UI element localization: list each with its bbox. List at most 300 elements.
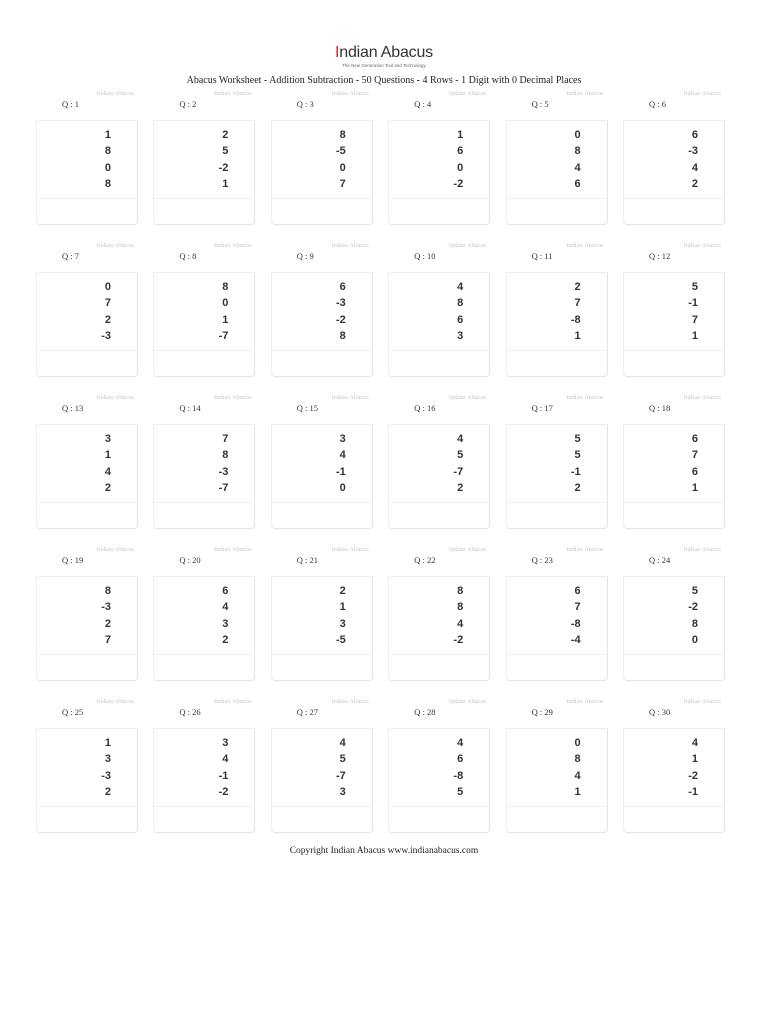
- logo-initial: I: [335, 44, 340, 61]
- header-divider: [506, 576, 606, 577]
- header-divider: [36, 424, 136, 425]
- operand: -3: [688, 145, 698, 158]
- watermark: Indian Abacus: [331, 394, 369, 401]
- operand: 4: [574, 161, 581, 174]
- operand: -2: [688, 769, 698, 782]
- operand: 8: [222, 281, 229, 293]
- operand: 4: [222, 753, 229, 766]
- operand: 8: [457, 297, 464, 310]
- question-card: [506, 544, 608, 682]
- operand: -3: [101, 769, 111, 782]
- operand: 7: [691, 449, 698, 462]
- operand: 0: [104, 161, 111, 174]
- question-box: [506, 576, 608, 681]
- operand: -7: [336, 769, 346, 782]
- operand: 6: [691, 129, 698, 141]
- operand: 6: [691, 433, 698, 445]
- operand: 4: [574, 769, 581, 782]
- question-row: [36, 88, 724, 240]
- operand: 7: [104, 633, 111, 646]
- answer-divider: [623, 654, 723, 655]
- operand: 2: [104, 785, 111, 798]
- number-column: [101, 583, 111, 648]
- footer-copyright: Copyright Indian Abacus www.indianabacus.com: [289, 846, 479, 856]
- operand: 1: [104, 449, 111, 462]
- operand: 4: [457, 281, 464, 293]
- question-box: [388, 424, 490, 529]
- question-box: [271, 424, 373, 529]
- header-divider: [623, 272, 723, 273]
- operand: 3: [339, 433, 346, 445]
- number-column: [688, 735, 698, 800]
- question-row: [36, 240, 724, 392]
- question-label: Q : 6: [649, 99, 666, 109]
- header-divider: [271, 728, 371, 729]
- operand: 8: [339, 329, 346, 342]
- operand: 4: [691, 161, 698, 174]
- question-box: [271, 120, 373, 225]
- question-card: [623, 696, 725, 834]
- watermark: Indian Abacus: [96, 90, 134, 97]
- question-box: [153, 272, 255, 377]
- question-label: Q : 16: [414, 403, 436, 413]
- operand: 7: [104, 297, 111, 310]
- operand: -8: [453, 769, 464, 782]
- question-box: [388, 728, 490, 833]
- watermark: Indian Abacus: [214, 90, 252, 97]
- question-box: [623, 576, 725, 681]
- operand: 5: [457, 449, 464, 462]
- operand: 5: [691, 585, 698, 597]
- watermark: Indian Abacus: [214, 242, 252, 249]
- question-box: [153, 728, 255, 833]
- question-label: Q : 18: [649, 403, 671, 413]
- question-card: [388, 544, 490, 682]
- operand: 1: [339, 601, 346, 614]
- question-card: [153, 392, 255, 530]
- answer-divider: [153, 350, 253, 351]
- question-label: Q : 8: [179, 251, 197, 261]
- question-box: [153, 576, 255, 681]
- watermark: Indian Abacus: [683, 698, 721, 705]
- number-column: [336, 583, 346, 648]
- answer-divider: [506, 654, 606, 655]
- answer-divider: [506, 350, 606, 351]
- operand: -1: [336, 465, 346, 478]
- answer-divider: [623, 198, 723, 199]
- operand: 6: [339, 281, 346, 293]
- operand: -3: [101, 601, 111, 614]
- operand: 5: [222, 145, 229, 158]
- question-label: Q : 7: [62, 251, 79, 261]
- answer-divider: [36, 502, 136, 503]
- watermark: Indian Abacus: [683, 394, 721, 401]
- watermark: Indian Abacus: [331, 698, 369, 705]
- operand: 0: [457, 161, 464, 174]
- question-card: [623, 88, 725, 226]
- answer-divider: [506, 806, 606, 807]
- operand: 0: [339, 481, 346, 494]
- operand: -2: [218, 785, 229, 798]
- watermark: Indian Abacus: [96, 698, 134, 705]
- question-label: Q : 12: [649, 251, 671, 261]
- question-card: [271, 696, 373, 834]
- question-label: Q : 20: [179, 555, 201, 565]
- operand: 7: [574, 297, 581, 310]
- header-divider: [271, 272, 371, 273]
- operand: 3: [104, 753, 111, 766]
- operand: 5: [574, 433, 581, 445]
- operand: 2: [457, 481, 464, 494]
- header-divider: [388, 576, 488, 577]
- operand: 4: [222, 601, 229, 614]
- operand: 0: [574, 129, 581, 141]
- question-card: [271, 544, 373, 682]
- operand: 5: [339, 753, 346, 766]
- answer-divider: [153, 198, 253, 199]
- header-divider: [506, 424, 606, 425]
- operand: 1: [691, 753, 698, 766]
- question-card: [388, 696, 490, 834]
- answer-divider: [153, 502, 253, 503]
- answer-divider: [623, 350, 723, 351]
- question-box: [623, 272, 725, 377]
- operand: 4: [457, 433, 464, 445]
- watermark: Indian Abacus: [448, 698, 487, 705]
- operand: 1: [104, 737, 111, 749]
- operand: -2: [218, 161, 229, 174]
- header-divider: [388, 424, 488, 425]
- header-divider: [271, 424, 371, 425]
- header-divider: [36, 576, 136, 577]
- answer-divider: [36, 654, 136, 655]
- operand: 8: [691, 617, 698, 630]
- question-card: [153, 696, 255, 834]
- watermark: Indian Abacus: [566, 698, 604, 705]
- operand: 4: [691, 737, 698, 749]
- operand: -7: [453, 465, 464, 478]
- operand: 5: [574, 449, 581, 462]
- question-box: [36, 424, 138, 529]
- logo-name-rest: ndian Abacus: [339, 44, 433, 61]
- operand: 1: [574, 329, 581, 342]
- operand: -2: [688, 601, 698, 614]
- answer-divider: [36, 350, 136, 351]
- watermark: Indian Abacus: [683, 90, 721, 97]
- question-box: [271, 728, 373, 833]
- header-divider: [36, 728, 136, 729]
- operand: 5: [691, 281, 698, 293]
- answer-divider: [271, 350, 371, 351]
- operand: 0: [574, 737, 581, 749]
- question-box: [506, 728, 608, 833]
- answer-divider: [271, 198, 371, 199]
- operand: -3: [218, 465, 229, 478]
- operand: 3: [339, 617, 346, 630]
- answer-divider: [36, 806, 136, 807]
- operand: 4: [339, 449, 346, 462]
- question-label: Q : 29: [531, 707, 553, 717]
- watermark: Indian Abacus: [448, 90, 487, 97]
- operand: 6: [457, 145, 464, 158]
- header-divider: [388, 728, 488, 729]
- question-card: [36, 544, 138, 682]
- operand: 3: [104, 433, 111, 445]
- operand: 5: [457, 785, 464, 798]
- operand: 3: [457, 329, 464, 342]
- header-divider: [506, 272, 606, 273]
- question-label: Q : 11: [531, 251, 553, 261]
- header-divider: [623, 120, 723, 121]
- number-column: [574, 127, 580, 192]
- operand: -1: [218, 769, 229, 782]
- question-box: [36, 728, 138, 833]
- question-label: Q : 27: [296, 707, 319, 717]
- question-card: [36, 88, 138, 226]
- operand: 6: [574, 585, 581, 597]
- number-column: [571, 279, 581, 344]
- question-label: Q : 1: [62, 99, 79, 109]
- watermark: Indian Abacus: [214, 546, 252, 553]
- operand: -3: [336, 297, 346, 310]
- question-label: Q : 21: [296, 555, 319, 565]
- question-card: [271, 240, 373, 378]
- operand: -3: [101, 329, 111, 342]
- question-row: [36, 392, 724, 544]
- question-box: [623, 424, 725, 529]
- question-box: [153, 424, 255, 529]
- operand: 2: [222, 129, 229, 141]
- number-column: [688, 583, 698, 648]
- operand: 0: [339, 161, 346, 174]
- operand: 8: [104, 585, 111, 597]
- operand: 7: [574, 601, 581, 614]
- operand: 1: [222, 313, 229, 326]
- number-column: [219, 735, 229, 800]
- number-column: [336, 127, 346, 192]
- question-card: [271, 88, 373, 226]
- question-card: [506, 696, 608, 834]
- question-label: Q : 24: [649, 555, 671, 565]
- question-card: [271, 392, 373, 530]
- worksheet-title: Abacus Worksheet - Addition Subtraction - 50 Questions - 4 Rows - 1 Digit with 0 Decimal Places: [186, 75, 582, 86]
- answer-divider: [153, 806, 253, 807]
- operand: 8: [457, 601, 464, 614]
- operand: 8: [457, 585, 464, 597]
- watermark: Indian Abacus: [683, 546, 721, 553]
- answer-divider: [623, 502, 723, 503]
- header-divider: [153, 728, 253, 729]
- watermark: Indian Abacus: [566, 90, 604, 97]
- operand: 8: [574, 145, 581, 158]
- question-label: Q : 2: [179, 99, 197, 109]
- number-column: [571, 583, 581, 648]
- question-box: [388, 576, 490, 681]
- operand: -1: [688, 785, 698, 798]
- question-box: [623, 120, 725, 225]
- number-column: [336, 279, 346, 344]
- question-card: [506, 392, 608, 530]
- answer-divider: [271, 502, 371, 503]
- number-column: [453, 431, 463, 496]
- operand: 8: [222, 449, 229, 462]
- question-box: [506, 272, 608, 377]
- header-divider: [271, 120, 371, 121]
- question-card: [388, 392, 490, 530]
- number-column: [457, 279, 463, 344]
- watermark: Indian Abacus: [331, 242, 369, 249]
- operand: 8: [104, 145, 111, 158]
- operand: -4: [570, 633, 581, 646]
- operand: 3: [339, 785, 346, 798]
- logo-tagline: The New Generation Tool and Technology: [342, 63, 426, 68]
- answer-divider: [388, 806, 488, 807]
- operand: 8: [339, 129, 346, 141]
- question-row: [36, 696, 724, 848]
- number-column: [101, 279, 111, 344]
- question-box: [36, 576, 138, 681]
- answer-divider: [506, 198, 606, 199]
- question-row: [36, 544, 724, 696]
- question-card: [36, 240, 138, 378]
- question-box: [388, 272, 490, 377]
- header-divider: [36, 120, 136, 121]
- number-column: [101, 735, 111, 800]
- operand: -7: [218, 481, 229, 494]
- header-divider: [623, 728, 723, 729]
- question-card: [153, 240, 255, 378]
- question-card: [623, 240, 725, 378]
- number-column: [105, 127, 111, 192]
- number-column: [219, 279, 229, 344]
- number-column: [219, 127, 229, 192]
- operand: -8: [570, 617, 581, 630]
- operand: 1: [691, 329, 698, 342]
- watermark: Indian Abacus: [214, 394, 252, 401]
- question-box: [506, 424, 608, 529]
- watermark: Indian Abacus: [96, 546, 134, 553]
- operand: 6: [457, 753, 464, 766]
- watermark: Indian Abacus: [96, 394, 134, 401]
- answer-divider: [623, 806, 723, 807]
- question-card: [623, 392, 725, 530]
- header-divider: [153, 576, 253, 577]
- operand: 0: [104, 281, 111, 293]
- operand: 2: [339, 585, 346, 597]
- watermark: Indian Abacus: [566, 394, 604, 401]
- question-card: [36, 696, 138, 834]
- number-column: [336, 431, 346, 496]
- question-label: Q : 17: [531, 403, 553, 413]
- question-card: [506, 88, 608, 226]
- header-divider: [388, 120, 488, 121]
- question-label: Q : 14: [179, 403, 201, 413]
- operand: 3: [222, 617, 229, 630]
- operand: 8: [104, 177, 111, 190]
- number-column: [222, 583, 228, 648]
- number-column: [453, 735, 463, 800]
- operand: 2: [104, 481, 111, 494]
- watermark: Indian Abacus: [448, 394, 487, 401]
- question-card: [36, 392, 138, 530]
- watermark: Indian Abacus: [214, 698, 252, 705]
- question-card: [153, 544, 255, 682]
- question-grid: [36, 88, 724, 848]
- question-label: Q : 5: [531, 99, 549, 109]
- answer-divider: [271, 806, 371, 807]
- watermark: Indian Abacus: [566, 242, 604, 249]
- question-label: Q : 15: [296, 403, 319, 413]
- answer-divider: [388, 198, 488, 199]
- number-column: [574, 735, 580, 800]
- operand: 2: [104, 617, 111, 630]
- operand: 6: [691, 465, 698, 478]
- answer-divider: [388, 350, 488, 351]
- operand: -2: [453, 633, 464, 646]
- operand: 1: [691, 481, 698, 494]
- operand: 4: [457, 737, 464, 749]
- question-box: [36, 272, 138, 377]
- question-label: Q : 10: [414, 251, 436, 261]
- question-label: Q : 30: [649, 707, 671, 717]
- question-label: Q : 28: [414, 707, 436, 717]
- header-divider: [271, 576, 371, 577]
- header-divider: [623, 424, 723, 425]
- question-label: Q : 3: [296, 99, 314, 109]
- question-label: Q : 22: [414, 555, 436, 565]
- header-divider: [153, 272, 253, 273]
- question-box: [623, 728, 725, 833]
- operand: 0: [222, 297, 229, 310]
- answer-divider: [271, 654, 371, 655]
- operand: 2: [574, 481, 581, 494]
- operand: 4: [457, 617, 464, 630]
- header-divider: [153, 424, 253, 425]
- question-label: Q : 25: [62, 707, 84, 717]
- header-divider: [623, 576, 723, 577]
- operand: 7: [691, 313, 698, 326]
- question-label: Q : 4: [414, 99, 432, 109]
- operand: 2: [104, 313, 111, 326]
- operand: 6: [574, 177, 581, 190]
- header-divider: [506, 120, 606, 121]
- question-label: Q : 9: [296, 251, 314, 261]
- operand: 1: [574, 785, 581, 798]
- question-label: Q : 26: [179, 707, 201, 717]
- operand: -8: [570, 313, 581, 326]
- operand: 6: [457, 313, 464, 326]
- operand: 0: [691, 633, 698, 646]
- operand: 3: [222, 737, 229, 749]
- operand: -1: [688, 297, 698, 310]
- question-box: [271, 576, 373, 681]
- answer-divider: [36, 198, 136, 199]
- number-column: [453, 127, 463, 192]
- operand: 6: [222, 585, 229, 597]
- logo: [0, 44, 768, 68]
- number-column: [571, 431, 581, 496]
- operand: 4: [104, 465, 111, 478]
- question-card: [153, 88, 255, 226]
- watermark: Indian Abacus: [96, 242, 134, 249]
- operand: 1: [104, 129, 111, 141]
- number-column: [219, 431, 229, 496]
- operand: -2: [336, 313, 346, 326]
- operand: 2: [691, 177, 698, 190]
- header-divider: [153, 120, 253, 121]
- question-box: [271, 272, 373, 377]
- number-column: [688, 279, 698, 344]
